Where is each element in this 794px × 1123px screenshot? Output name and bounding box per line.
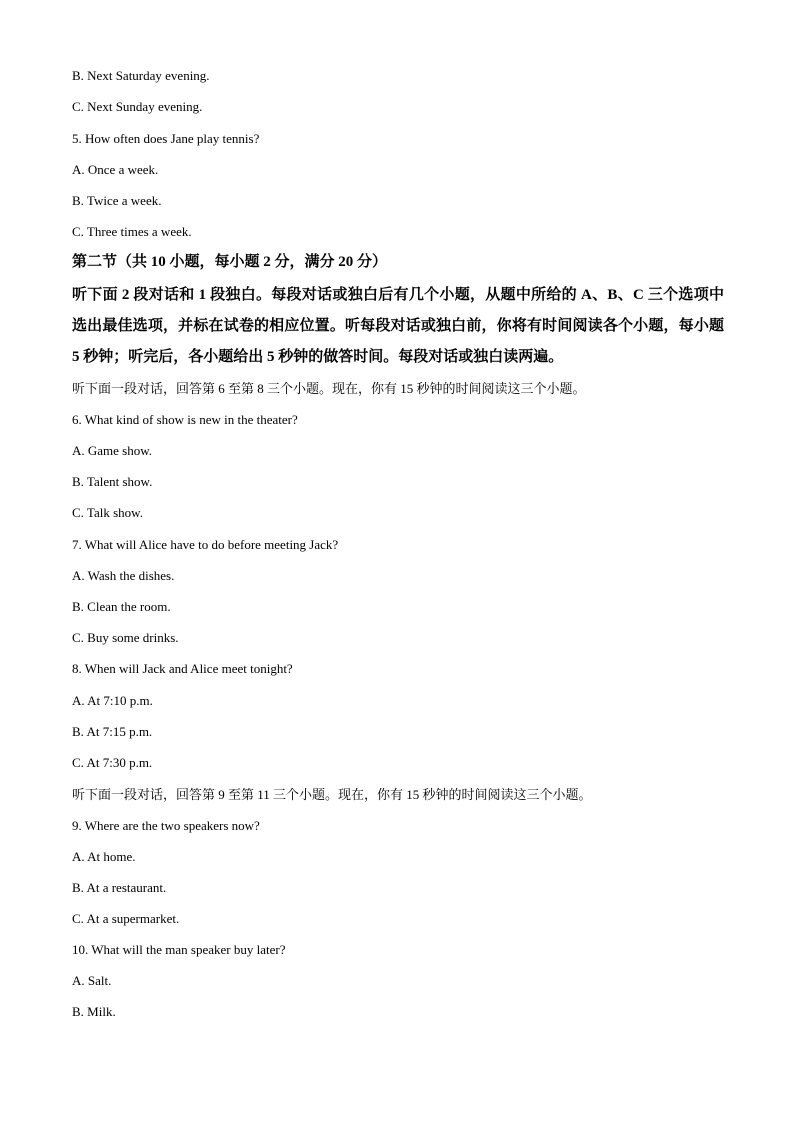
option-c-q9: C. At a supermarket. bbox=[72, 911, 180, 926]
option-b-q4: B. Next Saturday evening. bbox=[72, 68, 210, 83]
option-b-q8: B. At 7:15 p.m. bbox=[72, 724, 153, 739]
option-b-q6: B. Talent show. bbox=[72, 474, 153, 489]
option-a-q10: A. Salt. bbox=[72, 973, 112, 988]
part2-intro: 听下面一段对话，回答第 9 至第 11 三个小题。现在，你有 15 秒钟的时间阅读这三个小题。 bbox=[72, 787, 592, 802]
option-c-q6: C. Talk show. bbox=[72, 505, 143, 520]
option-a-q7: A. Wash the dishes. bbox=[72, 568, 175, 583]
section-instructions: 听下面 2 段对话和 1 段独白。每段对话或独白后有几个小题，从题中所给的 A、B、C 三个选项中选出最佳选项，并标在试卷的相应位置。听每段对话或独白前，你将有时间阅读各个小题，每小题 5 秒钟；听完后，各小题给出 5 秒钟的做答时间。每段对话或独白读两遍。 bbox=[72, 287, 724, 365]
option-b-q10: B. Milk. bbox=[72, 1004, 116, 1019]
section-title: 第二节（共 10 小题，每小题 2 分，满分 20 分） bbox=[72, 254, 388, 270]
option-b-q5: B. Twice a week. bbox=[72, 193, 162, 208]
question-8: 8. When will Jack and Alice meet tonight? bbox=[72, 661, 293, 676]
question-9: 9. Where are the two speakers now? bbox=[72, 818, 260, 833]
option-a-q9: A. At home. bbox=[72, 849, 136, 864]
option-b-q7: B. Clean the room. bbox=[72, 599, 171, 614]
question-7: 7. What will Alice have to do before meeting Jack? bbox=[72, 537, 339, 552]
option-c-q8: C. At 7:30 p.m. bbox=[72, 755, 153, 770]
part1-intro: 听下面一段对话，回答第 6 至第 8 三个小题。现在，你有 15 秒钟的时间阅读这三个小题。 bbox=[72, 381, 586, 396]
question-5: 5. How often does Jane play tennis? bbox=[72, 131, 260, 146]
question-10: 10. What will the man speaker buy later? bbox=[72, 942, 286, 957]
option-a-q6: A. Game show. bbox=[72, 443, 153, 458]
option-c-q7: C. Buy some drinks. bbox=[72, 630, 179, 645]
option-c-q5: C. Three times a week. bbox=[72, 224, 192, 239]
option-a-q8: A. At 7:10 p.m. bbox=[72, 693, 153, 708]
question-6: 6. What kind of show is new in the theater? bbox=[72, 412, 298, 427]
option-c-q4: C. Next Sunday evening. bbox=[72, 99, 203, 114]
option-a-q5: A. Once a week. bbox=[72, 162, 159, 177]
option-b-q9: B. At a restaurant. bbox=[72, 880, 167, 895]
